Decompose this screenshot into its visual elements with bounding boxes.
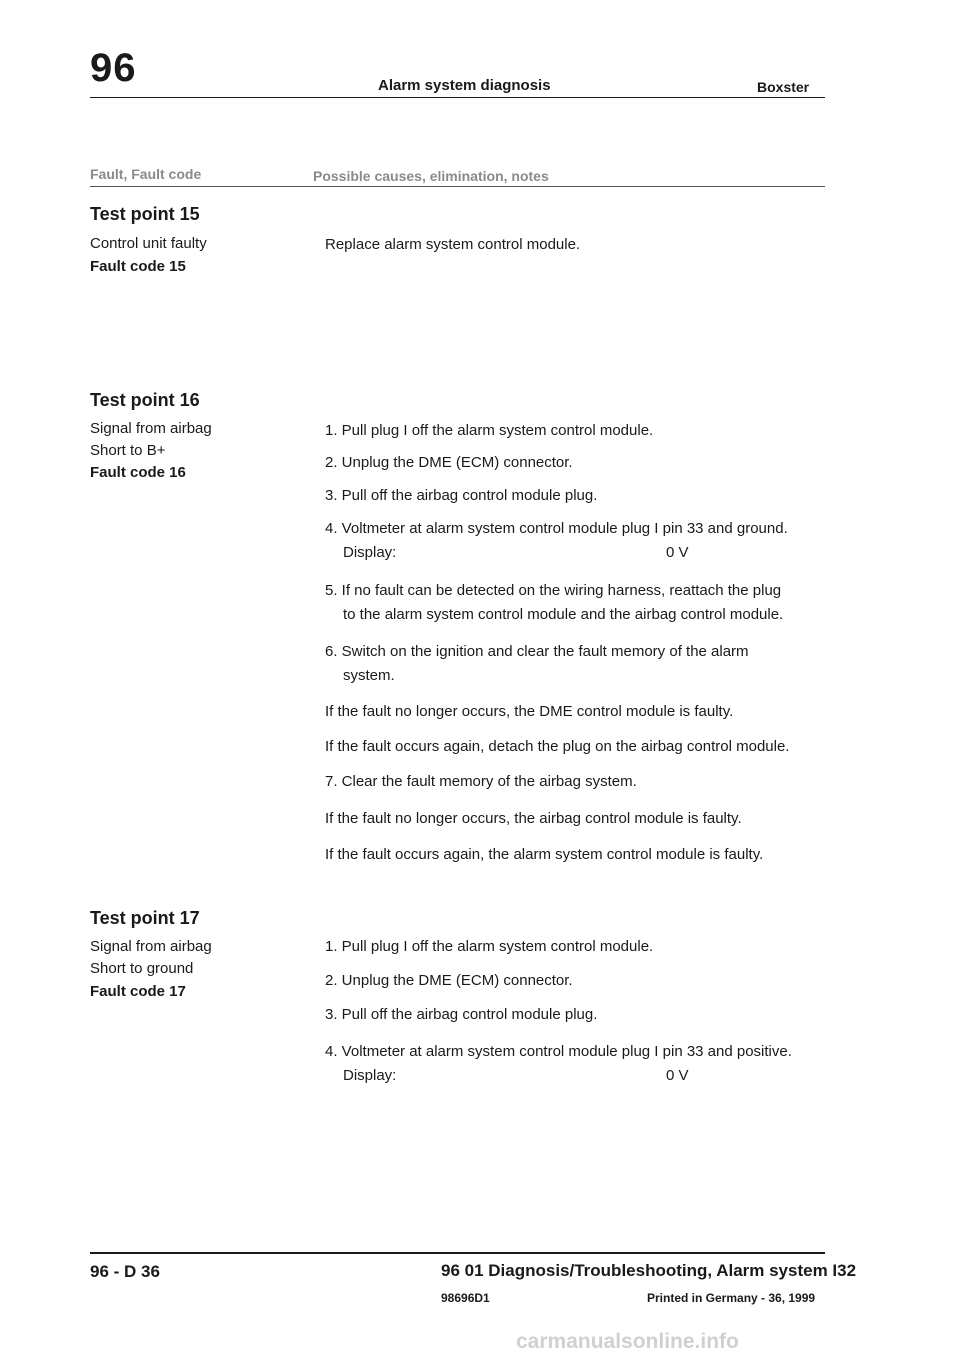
test-point-16-step-3: 3. Pull off the airbag control module plug.	[325, 487, 598, 504]
watermark: carmanualsonline.info	[516, 1330, 739, 1353]
test-point-16-step-5b: to the alarm system control module and the airbag control module.	[343, 606, 784, 623]
test-point-17-display-value: 0 V	[666, 1067, 689, 1084]
column-heading-rule	[90, 186, 825, 187]
column-heading-fault: Fault, Fault code	[90, 166, 202, 182]
test-point-16-step-4: 4. Voltmeter at alarm system control module plug I pin 33 and ground.	[325, 520, 788, 537]
test-point-16-step-6b: system.	[343, 667, 395, 684]
test-point-16-desc-2: Short to B+	[90, 442, 166, 459]
test-point-16-step-2: 2. Unplug the DME (ECM) connector.	[325, 454, 573, 471]
test-point-16-step-7: 7. Clear the fault memory of the airbag system.	[325, 773, 637, 790]
test-point-16-step-5a: 5. If no fault can be detected on the wiring harness, reattach the plug	[325, 582, 782, 599]
chapter-number: 96	[90, 46, 137, 90]
footer-document-code: 98696D1	[441, 1291, 490, 1305]
test-point-16-note-1: If the fault no longer occurs, the DME control module is faulty.	[325, 703, 734, 720]
footer-section-title: 96 01 Diagnosis/Troubleshooting, Alarm system I32	[441, 1261, 857, 1280]
test-point-16-display-value: 0 V	[666, 544, 689, 561]
footer-page-number: 96 - D 36	[90, 1262, 160, 1281]
test-point-16-title: Test point 16	[90, 390, 200, 410]
test-point-17-step-2: 2. Unplug the DME (ECM) connector.	[325, 972, 573, 989]
test-point-17-step-1: 1. Pull plug I off the alarm system control module.	[325, 938, 654, 955]
test-point-15-text: Replace alarm system control module.	[325, 236, 581, 253]
footer-rule	[90, 1252, 825, 1254]
test-point-17-desc-2: Short to ground	[90, 960, 194, 977]
test-point-16-code: Fault code 16	[90, 464, 186, 481]
test-point-16-display-label: Display:	[343, 544, 397, 561]
test-point-16-step-1: 1. Pull plug I off the alarm system control module.	[325, 422, 654, 439]
test-point-17-step-3: 3. Pull off the airbag control module plug.	[325, 1006, 598, 1023]
test-point-16-note-2: If the fault occurs again, detach the plug on the airbag control module.	[325, 738, 790, 755]
column-heading-causes: Possible causes, elimination, notes	[313, 168, 549, 184]
header-rule	[90, 97, 825, 98]
test-point-17-display-label: Display:	[343, 1067, 397, 1084]
test-point-15-title: Test point 15	[90, 204, 200, 224]
footer-printed-info: Printed in Germany - 36, 1999	[647, 1291, 816, 1305]
header-title: Alarm system diagnosis	[378, 77, 551, 94]
test-point-16-note-4: If the fault occurs again, the alarm system control module is faulty.	[325, 846, 764, 863]
test-point-17-step-4: 4. Voltmeter at alarm system control module plug I pin 33 and positive.	[325, 1043, 792, 1060]
test-point-16-step-6a: 6. Switch on the ignition and clear the fault memory of the alarm	[325, 643, 749, 660]
test-point-17-desc-1: Signal from airbag	[90, 938, 212, 955]
test-point-17-code: Fault code 17	[90, 983, 186, 1000]
test-point-15-code: Fault code 15	[90, 258, 186, 275]
test-point-15-desc: Control unit faulty	[90, 235, 207, 252]
test-point-16-desc-1: Signal from airbag	[90, 420, 212, 437]
header-model: Boxster	[757, 79, 810, 95]
test-point-17-title: Test point 17	[90, 908, 200, 928]
test-point-16-note-3: If the fault no longer occurs, the airbag control module is faulty.	[325, 810, 742, 827]
